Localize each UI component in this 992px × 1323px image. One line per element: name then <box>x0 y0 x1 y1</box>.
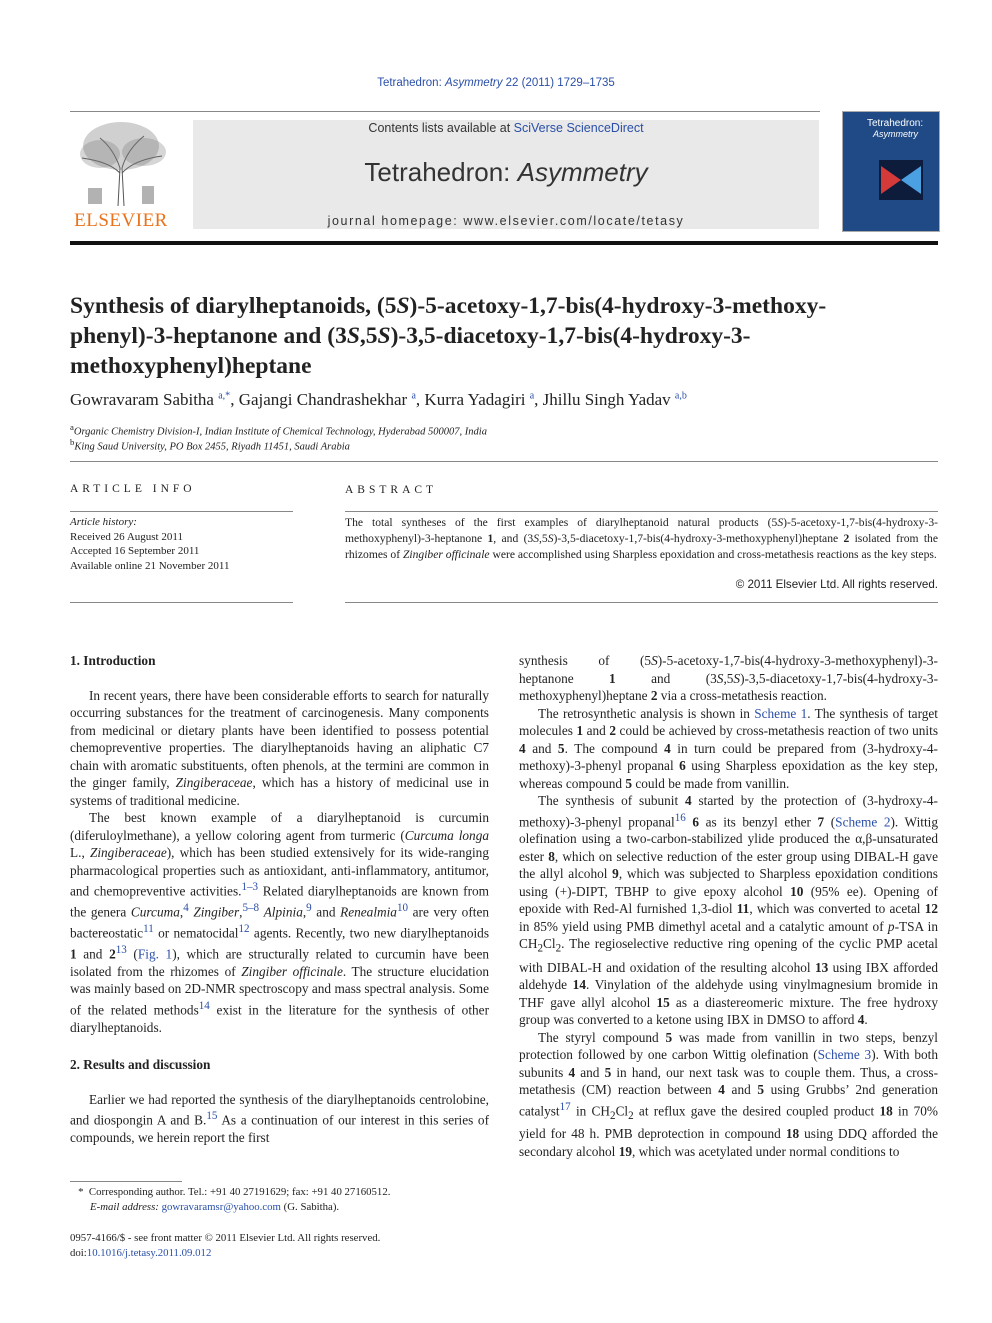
elsevier-wordmark: ELSEVIER <box>74 210 168 231</box>
email-label: E-mail address: <box>90 1201 162 1213</box>
issn-line: 0957-4166/$ - see front matter © 2011 Elsevier Ltd. All rights reserved. <box>70 1232 381 1244</box>
author-sup[interactable]: a <box>411 390 416 402</box>
body-paragraph: The best known example of a diarylheptanoid is curcumin (diferuloylmethane), a yellow coloring agent from turmeric (Curcuma longa L., Zingiberaceae), which has been studied extensively for its wide-ranging pharmacological properties such as antioxidant, anti-inflammatory, antitumor, and chemopreventive activities.$^{1-3}$ Related diarylheptanoids are known from the genera Curcuma,$^4$ Zingiber,$^{5-8}$ Alpinia,$^9$ and Renealmia$^{10}$ are very often bactereostatic$^{11}$ or nematocidal$^{12}$ agents. Recently, two new diarylheptanoids 1 and $2^{13}$ (Fig. 1), which are structurally related to curcumin have been isolated from the rhizomes of Zingiber officinale. The structure elucidation was mainly based on 2D-NMR spectroscopy and mass spectral analysis. Some of the related methods$^{14}$ exist in the literature for the synthesis of other diarylheptanoids. <box>70 810 490 1035</box>
cover-title: Tetrahedron: <box>867 118 924 129</box>
info-rule <box>70 511 293 512</box>
bottom-meta <box>70 1231 500 1260</box>
abstract-label: ABSTRACT <box>345 484 438 496</box>
body-paragraph: The styryl compound 5 was made from vanillin in two steps, benzyl protection followed by one carbon Wittig olefination (Scheme 3). With both subunits 4 and 5 in hand, our next task was to couple them. Thus, a cross-metathesis (CM) reaction between 4 and 5 using Grubbs’ 2nd generation catalyst$^{17}$ in $CH_2Cl_2$ at reflux gave the desired coupled product 18 in 70% yield for 48 h. PMB deprotection in compound 18 using DDQ afforded the secondary alcohol 19, which was acetylated under normal conditions to <box>519 1029 938 1159</box>
author-list: Gowravaram Sabitha $^{a,*}$, Gajangi Chandrashekhar $^a$, Kurra Yadagiri $^a$, Jhillu Singh Yadav $^{a,b}$ <box>70 390 687 409</box>
affiliation-rule <box>70 461 938 462</box>
affiliation-a <box>70 422 487 438</box>
elsevier-logo <box>70 118 172 233</box>
accepted-date: Accepted 16 September 2011 <box>70 545 200 558</box>
article-title: Synthesis of diarylheptanoids, (5S)-5-acetoxy-1,7-bis(4-hydroxy-3-methoxy- phenyl)-3-heptanone and (3S,5S)-3,5-diacetoxy-1,7-bis(4-hydroxy-3- methoxyphenyl)heptane <box>70 293 827 379</box>
body-paragraph: synthesis of (5S)-5-acetoxy-1,7-bis(4-hydroxy-3-methoxyphenyl)-3-heptanone 1 and (3S,5S)-3,5-diacetoxy-1,7-bis(4-hydroxy-3-methoxyphenyl)heptane 2 via a cross-metathesis reaction. <box>519 653 938 703</box>
intro-heading: 1. Introduction <box>70 653 156 668</box>
contents-line <box>193 121 819 135</box>
affiliation-sup: b <box>70 437 75 447</box>
author-name: Kurra Yadagiri <box>424 390 526 409</box>
author-name: Gowravaram Sabitha <box>70 390 214 409</box>
body-left-column <box>70 652 489 1147</box>
corresponding-author: Corresponding author. Tel.: +91 40 27191629; fax: +91 40 27160512. <box>88 1186 391 1198</box>
sciencedirect-link[interactable]: SciVerse ScienceDirect <box>513 121 644 135</box>
body-paragraph: Earlier we had reported the synthesis of the diarylheptanoids centrolobine, and diospongin A and B.$^{15}$ As a continuation of our interest in this series of compounds, we herein report the first <box>70 1091 489 1146</box>
affiliation-text: Organic Chemistry Division-I, Indian Institute of Chemical Technology, Hyderabad 500007, India <box>73 426 487 438</box>
header-thick-rule <box>70 241 938 245</box>
abstract-text: The total syntheses of the first examples of diarylheptanoid natural products (5S)-5-acetoxy-1,7-bis(4-hydroxy-3-methoxyphenyl)-3-heptanone 1, and (3S,5S)-3,5-diacetoxy-1,7-bis(4-hydroxy-3-methoxyphenyl)heptane 2 isolated from the rhizomes of Zingiber officinale were accomplished using Sharpless epoxidation and cross-metathesis reactions as the key steps. <box>345 516 938 561</box>
affiliation-text: King Saud University, PO Box 2455, Riyadh 11451, Saudi Arabia <box>74 441 350 453</box>
body-right-column <box>519 652 938 1160</box>
footnote-rule <box>70 1181 182 1182</box>
citation-journal-italic: Asymmetry <box>444 77 503 89</box>
author-name: Gajangi Chandrashekhar <box>238 390 408 409</box>
doi-link[interactable]: 10.1016/j.tetasy.2011.09.012 <box>86 1246 212 1259</box>
info-rule <box>70 602 293 603</box>
author-sup[interactable]: a,b <box>674 390 687 402</box>
results-heading: 2. Results and discussion <box>70 1057 211 1073</box>
body-paragraph: The retrosynthetic analysis is shown in Scheme 1. The synthesis of target molecules 1 and 2 could be achieved by cross-metathesis reaction of two units 4 and 5. The compound 4 in turn could be prepared from (3-hydroxy-4-methoxy)-3-phenyl propanal 6 using Sharpless epoxidation as the key step, whereas compound 5 could be made from vanillin. <box>519 705 939 791</box>
journal-title <box>193 157 819 188</box>
email-link[interactable]: gowravaramsr@yahoo.com <box>161 1201 281 1213</box>
email-suffix: (G. Sabitha). <box>280 1201 340 1213</box>
abstract-rule <box>345 602 938 603</box>
tree-icon <box>70 118 172 208</box>
header-rule <box>70 111 820 112</box>
affiliation-b <box>70 437 350 453</box>
author-sup[interactable]: a,* <box>218 390 231 402</box>
journal-title-italic: Asymmetry <box>517 157 648 187</box>
abstract-copyright: © 2011 Elsevier Ltd. All rights reserved. <box>735 578 938 591</box>
journal-homepage[interactable]: journal homepage: www.elsevier.com/locate/tetasy <box>327 214 685 228</box>
journal-title-plain: Tetrahedron: <box>364 157 518 187</box>
author-name: Jhillu Singh Yadav <box>542 390 671 409</box>
doi-label: doi: <box>70 1246 87 1259</box>
abstract-rule <box>345 511 938 512</box>
affiliation-sup: a <box>70 422 74 432</box>
received-date: Received 26 August 2011 <box>70 530 183 543</box>
online-date: Available online 21 November 2011 <box>70 559 230 572</box>
body-paragraph: The synthesis of subunit 4 started by the protection of (3-hydroxy-4-methoxy)-3-phenyl propanal$^{16}$ 6 as its benzyl ether 7 (Scheme 2). Wittig olefination using a two-carbon-stabilized ylide produced the α,β-unsaturated ester 8, which on selective reduction of the ester group using DIBAL-H gave the allyl alcohol 9, which was subjected to Sharpless epoxidation conditions using (+)-DIPT, TBHP to give epoxy alcohol 10 (95% ee). Opening of epoxide with Red-Al furnished 1,3-diol 11, which was converted to acetal 12 in 85% yield using PMB dimethyl acetal and a catalytic amount of p-TSA in $CH_2Cl_2$. The regioselective reductive ring opening of the cyclic PMP acetal with DIBAL-H and oxidation of the resulting alcohol 13 using IBX afforded aldehyde 14. Vinylation of the aldehyde using vinylmagnesium bromide in THF gave allyl alcohol 15 as a diastereomeric mixture. The free hydroxy group was converted to a ketone using IBX in DMSO to afford 4. <box>519 793 939 1028</box>
history-label: Article history: <box>70 516 137 528</box>
body-paragraph: In recent years, there have been considerable efforts to search for naturally occurring substances for the treatment of carcinogenesis. Many components from medicinal or dietary plants have been identified to possess potential chemopreventive properties. The diarylheptanoids having an aliphatic C7 chain with aromatic substituents, often phenols, at the termini are common in the ginger family, Zingiberaceae, which has a history of medicinal use in systems of traditional medicine. <box>70 687 489 808</box>
article-history <box>70 515 293 573</box>
author-sup[interactable]: a <box>529 390 535 402</box>
corresponding-footnote: * Corresponding author. Tel.: +91 40 27191629; fax: +91 40 27160512. E-mail address: gowravaramsr@yahoo.com (G. Sabitha). <box>70 1186 391 1213</box>
cover-graphic-icon <box>879 160 923 200</box>
contents-prefix: Contents lists available at <box>368 121 514 135</box>
article-info-label: ARTICLE INFO <box>70 483 196 495</box>
journal-citation[interactable] <box>0 77 992 89</box>
journal-cover <box>842 111 940 232</box>
cover-subtitle: Asymmetry <box>873 129 918 139</box>
citation-volume: 22 (2011) 1729–1735 <box>502 77 615 89</box>
citation-journal: Tetrahedron: <box>377 77 445 89</box>
